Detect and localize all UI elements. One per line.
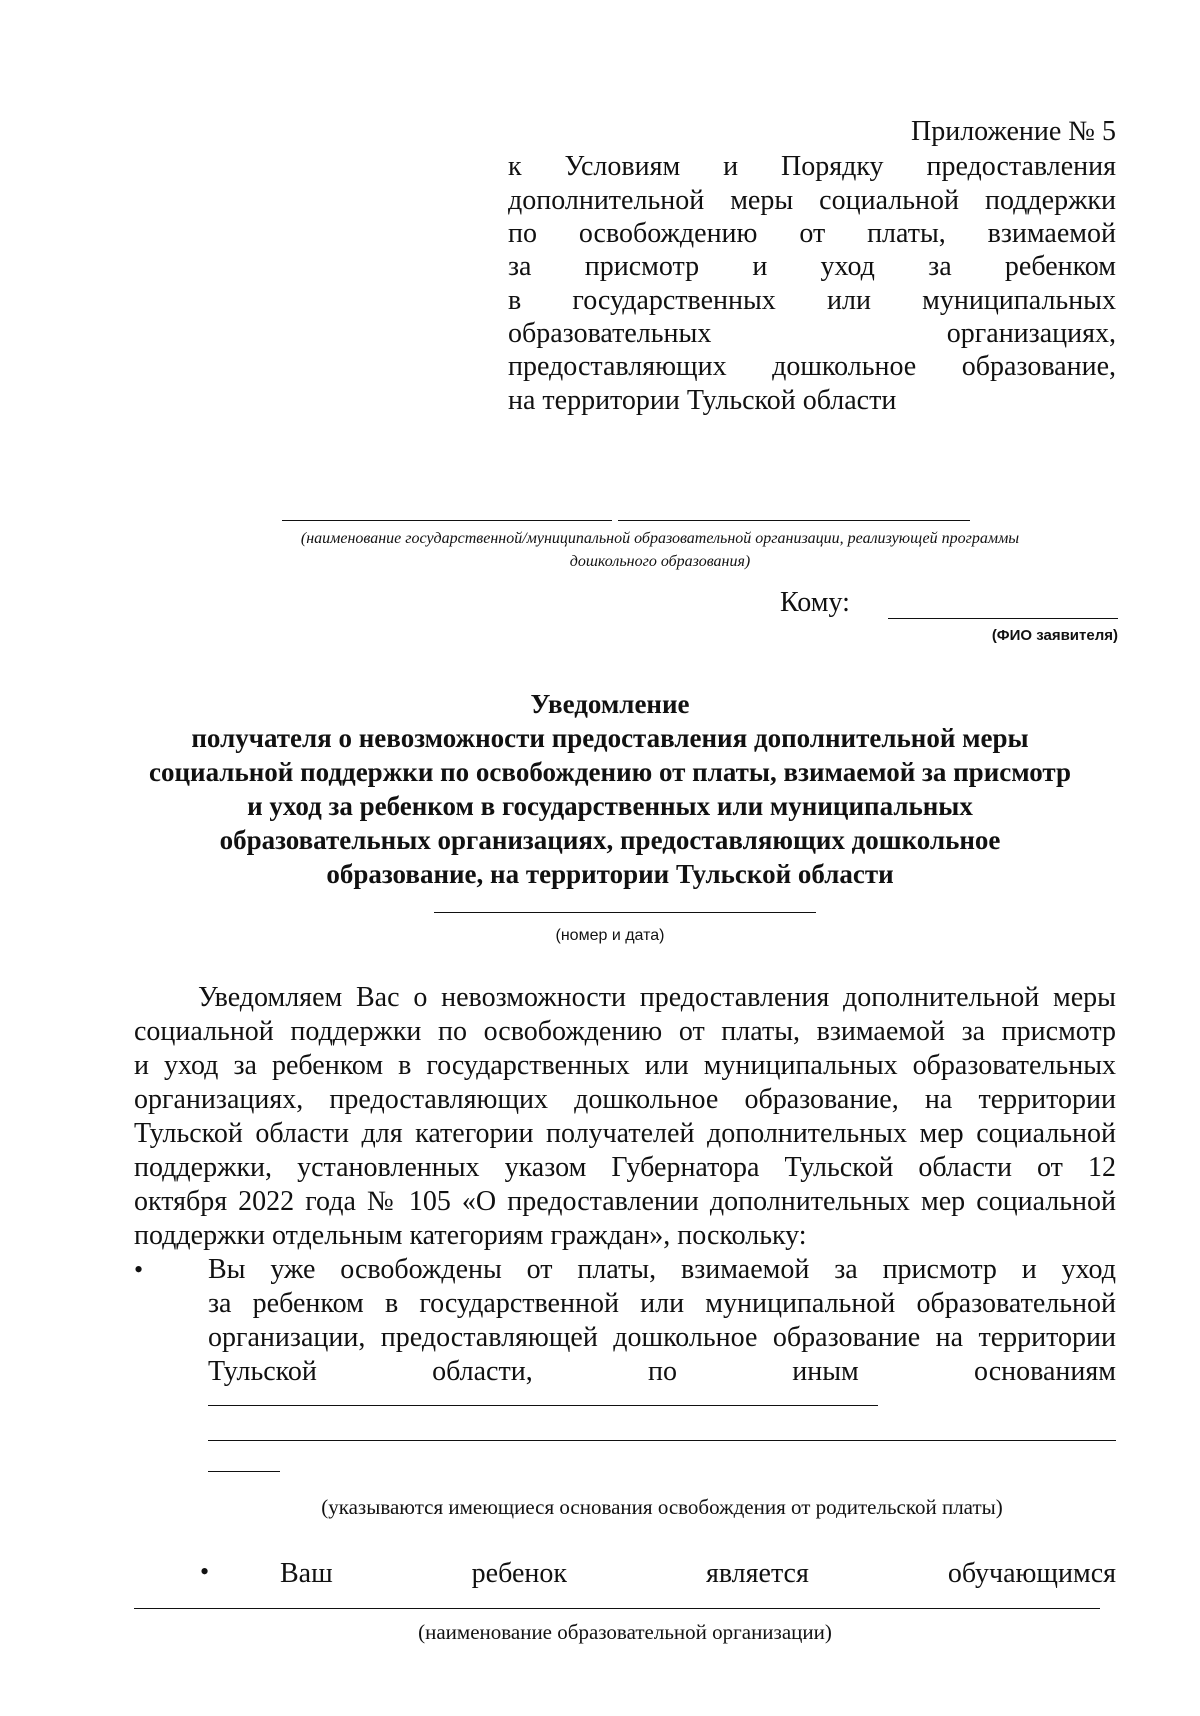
body-line: и уход за ребенком в государственных или муниципальных образовательных: [134, 1050, 1116, 1081]
appendix-line: за присмотр и уход за ребенком: [508, 251, 1116, 282]
number-date-caption: (номер и дата): [555, 927, 665, 944]
body-line: октября 2022 года № 105 «О предоставлении дополнительных мер социальной: [134, 1186, 1116, 1217]
appendix-title: Приложение № 5: [911, 116, 1116, 147]
notice-title-line: образование, на территории Тульской области: [326, 859, 894, 889]
notice-title: [110, 687, 1110, 891]
appendix-line: предоставляющих дошкольное образование,: [508, 351, 1116, 382]
notice-title-line: образовательных организациях, предоставляющих дошкольное: [219, 825, 1001, 855]
org-caption-line: дошкольного образования): [569, 553, 751, 570]
org-name-caption: [220, 527, 1100, 573]
body-line: Уведомляем Вас о невозможности предоставления дополнительной меры: [198, 982, 1116, 1013]
org-name-line-left: [282, 520, 612, 521]
body-line: организациях, предоставляющих дошкольное образование, на территории: [134, 1084, 1116, 1115]
appendix-line: образовательных организациях,: [508, 318, 1116, 349]
grounds-line-3: [208, 1471, 280, 1472]
bullet-line: организации, предоставляющей дошкольное образование на территории: [208, 1322, 1116, 1353]
school-name-line: [134, 1608, 1100, 1609]
bullet-marker: •: [134, 1255, 144, 1284]
appendix-line: дополнительной меры социальной поддержки: [508, 185, 1116, 216]
bullet-line: Тульской области, по иным основаниям: [208, 1356, 1116, 1387]
appendix-line: в государственных или муниципальных: [508, 285, 1116, 316]
grounds-caption: (указываются имеющиеся основания освобождения от родительской платы): [321, 1495, 1003, 1519]
notice-title-line: социальной поддержки по освобождению от платы, взимаемой за присмотр: [148, 757, 1072, 787]
school-caption: (наименование образовательной организации): [418, 1620, 832, 1644]
bullet-line: за ребенком в государственной или муниципальной образовательной: [208, 1288, 1116, 1319]
body-line: поддержки отдельным категориям граждан», поскольку:: [134, 1220, 807, 1251]
notice-title-line: получателя о невозможности предоставления дополнительной меры: [191, 723, 1029, 753]
body-line: Тульской области для категории получателей дополнительных мер социальной: [134, 1118, 1116, 1149]
bullet-line: Вы уже освобождены от платы, взимаемой за присмотр и уход: [208, 1254, 1116, 1285]
recipient-label: Кому:: [780, 587, 850, 618]
org-caption-line: (наименование государственной/муниципальной образовательной организации, реализующей программы: [300, 530, 1020, 547]
notice-title-line: и уход за ребенком в государственных или муниципальных: [247, 791, 973, 821]
notice-title-line: Уведомление: [530, 689, 690, 719]
org-name-line-right: [618, 520, 970, 521]
appendix-line: к Условиям и Порядку предоставления: [508, 151, 1116, 182]
grounds-line-2: [208, 1440, 1116, 1441]
bullet-line: Ваш ребенок является обучающимся: [280, 1558, 1116, 1589]
number-date-line: [434, 912, 816, 913]
grounds-line-1: [208, 1405, 878, 1406]
appendix-line: по освобождению от платы, взимаемой: [508, 218, 1116, 249]
bullet-marker: •: [200, 1557, 210, 1586]
body-line: социальной поддержки по освобождению от платы, взимаемой за присмотр: [134, 1016, 1116, 1047]
body-line: поддержки, установленных указом Губернатора Тульской области от 12: [134, 1152, 1116, 1183]
appendix-line: на территории Тульской области: [508, 385, 897, 416]
recipient-caption: (ФИО заявителя): [991, 627, 1118, 644]
recipient-name-line: [888, 618, 1118, 619]
